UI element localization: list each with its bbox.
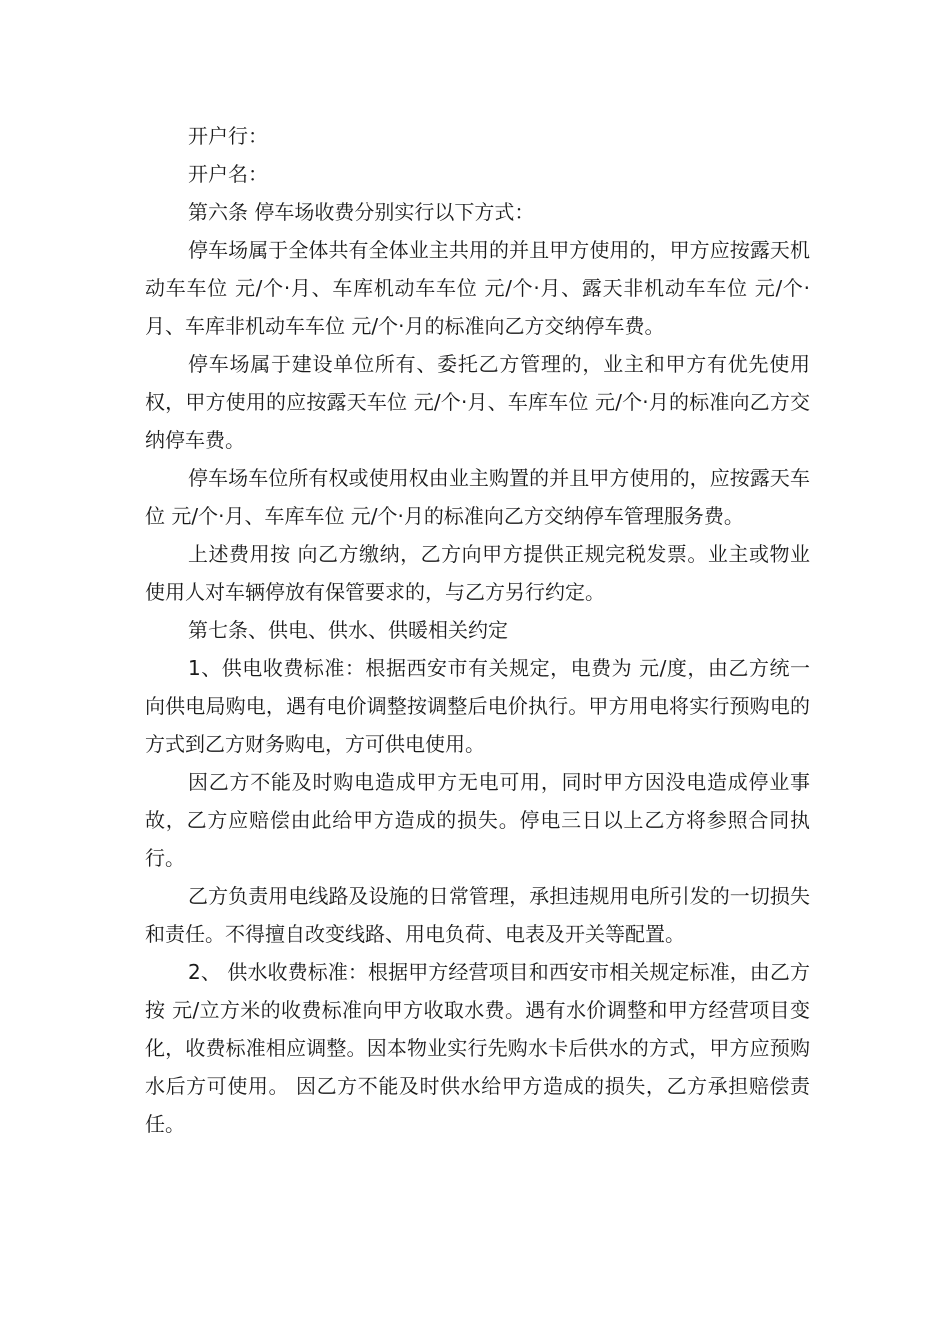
heading-article-7: 第七条、供电、供水、供暖相关约定 (188, 618, 508, 642)
paragraph-parking-owner: 停车场车位所有权或使用权由业主购置的并且甲方使用的，应按露天车位 元/个·月、车库车位 元/个·月的标准向乙方交纳停车管理服务费。 (145, 466, 810, 528)
paragraph-power-outage: 因乙方不能及时购电造成甲方无电可用，同时甲方因没电造成停业事故，乙方应赔偿由此给甲方造成的损失。停电三日以上乙方将参照合同执行。 (145, 770, 810, 870)
paragraph-water-fee: 2、 供水收费标准：根据甲方经营项目和西安市相关规定标准，由乙方按 元/立方米的收费标准向甲方收取水费。遇有水价调整和甲方经营项目变化，收费标准相应调整。因本物业实行先购水卡后供水的方式，甲方应预购水后方可使用。 因乙方不能及时供水给甲方造成的损失，乙方承担赔偿责任。 (145, 960, 810, 1136)
heading-article-6: 第六条 停车场收费分别实行以下方式： (188, 200, 535, 224)
paragraph-fee-payment: 上述费用按 向乙方缴纳，乙方向甲方提供正规完税发票。业主或物业使用人对车辆停放有保管要求的，与乙方另行约定。 (145, 542, 810, 604)
document-body (145, 117, 810, 1143)
paragraph-bank: 开户行： (188, 124, 268, 148)
paragraph-electric-maintenance: 乙方负责用电线路及设施的日常管理，承担违规用电所引发的一切损失和责任。不得擅自改变线路、用电负荷、电表及开关等配置。 (145, 884, 810, 946)
paragraph-electricity-fee: 1、供电收费标准：根据西安市有关规定，电费为 元/度，由乙方统一向供电局购电，遇有电价调整按调整后电价执行。甲方用电将实行预购电的方式到乙方财务购电，方可供电使用。 (145, 656, 810, 756)
paragraph-parking-developer: 停车场属于建设单位所有、委托乙方管理的，业主和甲方有优先使用权，甲方使用的应按露天车位 元/个·月、车库车位 元/个·月的标准向乙方交纳停车费。 (145, 352, 810, 452)
paragraph-parking-shared: 停车场属于全体共有全体业主共用的并且甲方使用的，甲方应按露天机动车车位 元/个·月、车库机动车车位 元/个·月、露天非机动车车位 元/个·月、车库非机动车车位 元/个·月的标准向乙方交纳停车费。 (145, 238, 810, 338)
paragraph-account-name: 开户名： (188, 162, 268, 186)
